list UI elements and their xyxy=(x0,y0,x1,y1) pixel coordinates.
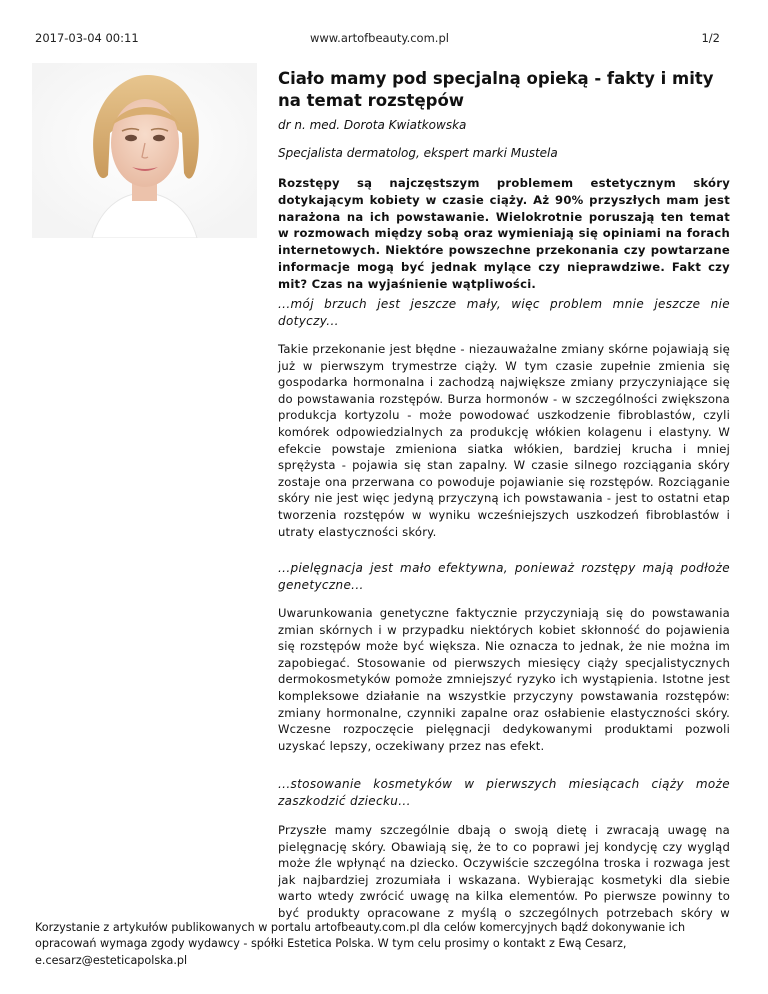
myth-quote: ...mój brzuch jest jeszcze mały, więc problem mnie jeszcze nie dotyczy... xyxy=(278,297,730,328)
article-title: Ciało mamy pod specjalną opieką - fakty i mity na temat rozstępów xyxy=(278,69,714,110)
print-url: www.artofbeauty.com.pl xyxy=(310,31,449,45)
author-role: Specjalista dermatolog, ekspert marki Mustela xyxy=(278,146,558,160)
myth-quote: ...pielęgnacja jest mało efektywna, ponieważ rozstępy mają podłoże genetyczne... xyxy=(278,561,730,592)
copyright-footer: Korzystanie z artykułów publikowanych w portalu artofbeauty.com.pl dla celów komercyjnych bądź dokonywanie ich opracowań wymaga zgody wydawcy - spółki Estetica Polska. W tym celu prosimy o kontakt z Ewą Cesarz, e.cesarz@esteticapolska.pl xyxy=(35,921,686,967)
portrait-illustration xyxy=(32,63,257,238)
section-paragraph: Uwarunkowania genetyczne faktycznie przyczyniają się do powstawania zmian skórnych i w przypadku niektórych kobiet skłonność do pojawienia się rozstępów może być większa. Nie oznacza to jednak, że nie można im zapobiegać. Stosowanie od pierwszych miesięcy ciąży specjalistycznych dermokosmetyków pomoże zmniejszyć ryzyko ich wystąpienia. Istotne jest kompleksowe działanie na wszystkie przyczyny powstawania rozstępów: zmiany hormonalne, czynniki zapalne oraz osłabienie elastyczności skóry. Wczesne rozpoczęcie pielęgnacji dedykowanymi produktami pozwoli uzyskać lepszy, oczekiwany przez nas efekt. xyxy=(278,606,730,753)
article-author: dr n. med. Dorota Kwiatkowska xyxy=(278,118,467,132)
section-paragraph: Takie przekonanie jest błędne - niezauważalne zmiany skórne pojawiają się już w pierwszym trymestrze ciąży. W tym czasie zupełnie zmienia się gospodarka hormonalna i zachodzą największe zmiany przyczyniające się do powstawania rozstępów. Burza hormonów - w szczególności zwiększona produkcja kortyzolu - może powodować uszkodzenie fibroblastów, czyli komórek odpowiedzialnych za produkcję włókien kolagenu i elastyny. W efekcie powstaje zmieniona siatka włókien, bardziej krucha i mniej sprężysta - pojawia się stan zapalny. W czasie silnego rozciągania skóry zostaje ona przerwana co powoduje pojawianie się rozstępów. Rozciąganie skóry nie jest więc jedyną przyczyną ich powstawania - jest to ostatni etap tworzenia rozstępów w wyniku wcześniejszych uszkodzeń fibroblastów i utraty elastyczności skóry. xyxy=(278,342,730,539)
myth-quote: ...stosowanie kosmetyków w pierwszych miesiącach ciąży może zaszkodzić dziecku... xyxy=(278,777,730,808)
page-number: 1/2 xyxy=(701,31,720,45)
section-paragraph: Przyszłe mamy szczególnie dbają o swoją dietę i zwracają uwagę na pielęgnację skóry. Obawiają się, że to co poprawi jej kondycję czy wygląd może źle wpłynąć na dziecko. Oczywiście szczególna troska i rozwaga jest jak najbardziej zrozumiała i wskazana. Wybierając kosmetyki dla siebie warto wtedy zwrócić uwagę na kilka elementów. Po pierwsze powinny to być produkty opracowane z myślą o szczególnych potrzebach skóry w xyxy=(278,823,730,920)
article-lead: Rozstępy są najczęstszym problemem estetycznym skóry dotykającym kobiety w czasie ciąży. Aż 90% przyszłych mam jest narażona na ich powstawanie. Wielokrotnie poruszają ten temat w rozmowach między sobą oraz wymieniają się opiniami na forach internetowych. Niektóre powszechne przekonania czy powtarzane informacje mogą być jednak mylące czy nieprawdziwe. Fakt czy mit? Czas na wyjaśnienie wątpliwości. xyxy=(278,176,730,291)
author-portrait-image xyxy=(32,63,257,238)
print-datetime: 2017-03-04 00:11 xyxy=(35,31,139,45)
